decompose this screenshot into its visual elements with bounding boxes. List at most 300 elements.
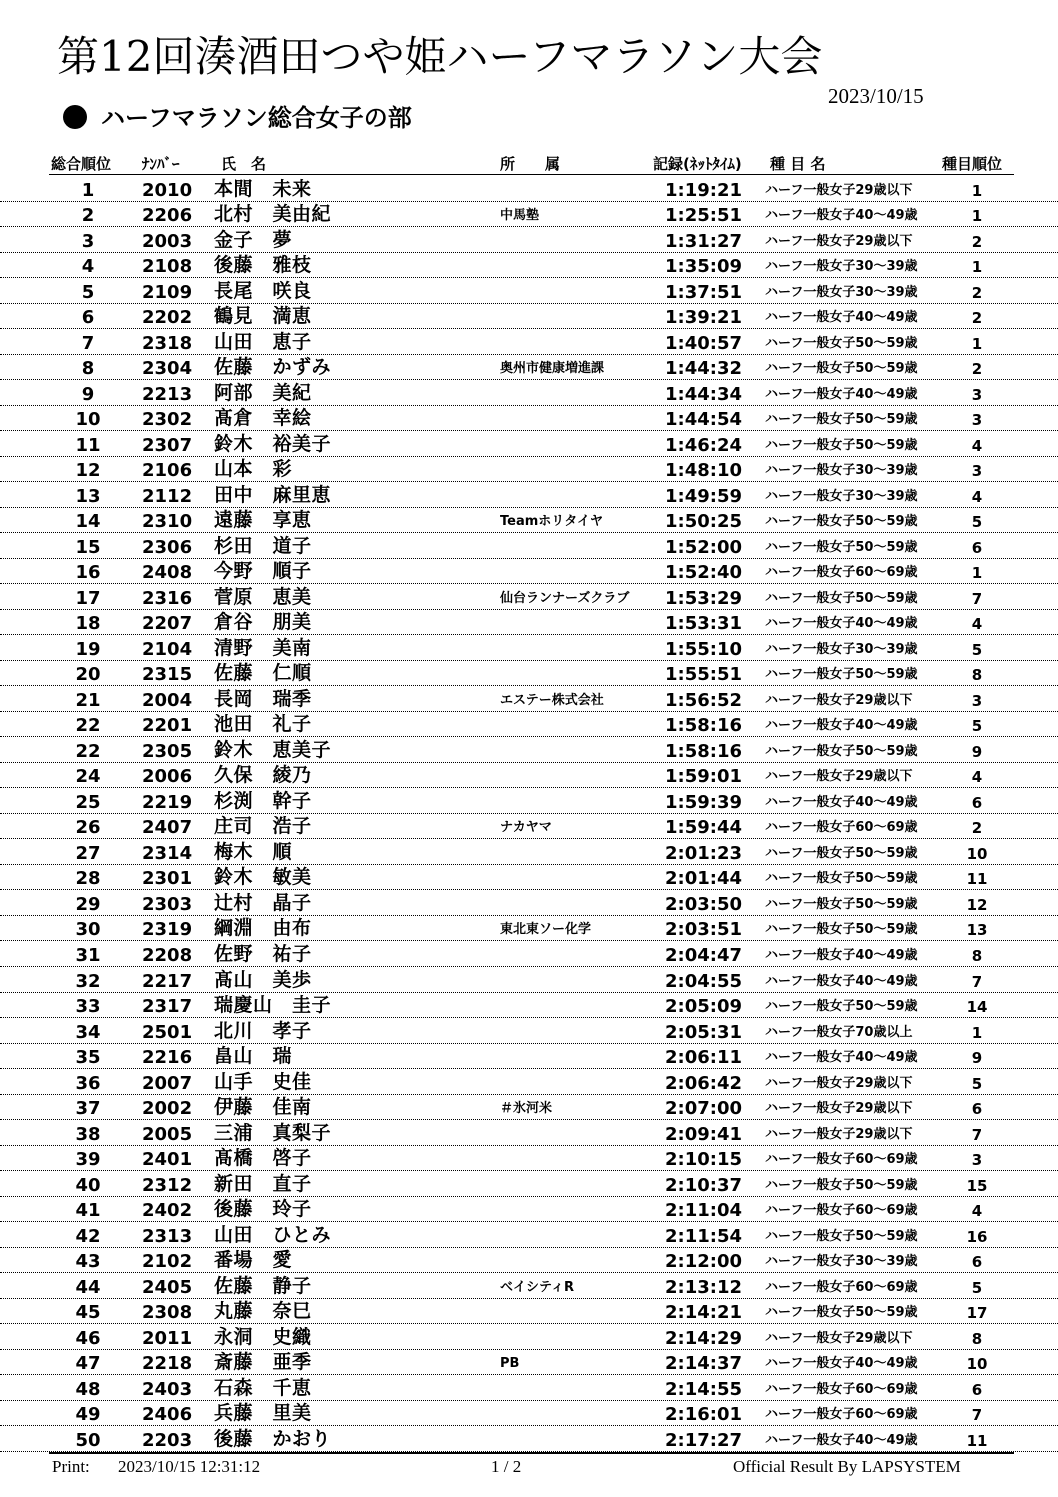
- row-category: ハーフ一般女子30～39歳: [765, 284, 918, 300]
- table-row: [0, 916, 1058, 942]
- row-time: 2:04:55: [664, 970, 742, 992]
- page-footer: [0, 1457, 1058, 1479]
- row-number: 2213: [142, 383, 193, 405]
- table-row: [0, 406, 1058, 432]
- table-row: [0, 533, 1058, 559]
- row-category: ハーフ一般女子40～49歳: [765, 1356, 918, 1372]
- row-category-rank: 13: [966, 921, 988, 940]
- row-number: 2408: [142, 562, 193, 584]
- row-number: 2218: [142, 1353, 193, 1375]
- row-category-rank: 3: [971, 1151, 983, 1170]
- row-category-rank: 4: [971, 487, 983, 506]
- row-category-rank: 1: [971, 564, 983, 583]
- row-category: ハーフ一般女子30～39歳: [765, 641, 918, 657]
- row-rank: 20: [75, 664, 101, 686]
- table-row: [0, 176, 1058, 202]
- row-rank: 13: [75, 485, 101, 507]
- table-row: [0, 1350, 1058, 1376]
- row-name: 綱淵 由布: [214, 917, 312, 940]
- row-number: 2303: [142, 893, 193, 915]
- row-time: 2:06:11: [664, 1047, 742, 1069]
- table-row: [0, 941, 1058, 967]
- row-category-rank: 1: [971, 334, 983, 353]
- row-category: ハーフ一般女子40～49歳: [765, 973, 918, 989]
- row-number: 2002: [142, 1098, 193, 1120]
- table-row: [0, 890, 1058, 916]
- table-row: [0, 482, 1058, 508]
- row-category: ハーフ一般女子40～49歳: [765, 794, 918, 810]
- row-number: 2308: [142, 1302, 193, 1324]
- row-number: 2010: [142, 179, 193, 201]
- row-name: 梅木 順: [214, 840, 293, 863]
- page-number: 1 / 2: [491, 1457, 522, 1476]
- row-time: 2:01:44: [664, 868, 742, 890]
- row-rank: 35: [75, 1047, 101, 1069]
- row-number: 2307: [142, 434, 193, 456]
- row-time: 1:58:16: [664, 715, 742, 737]
- event-date: 2023/10/15: [828, 84, 924, 108]
- row-name: 佐藤 静子: [214, 1274, 312, 1297]
- row-rank: 42: [75, 1225, 101, 1247]
- row-name: 金子 夢: [214, 228, 293, 251]
- table-header: [0, 153, 1058, 175]
- row-rank: 1: [81, 179, 95, 201]
- row-category-rank: 5: [971, 513, 983, 532]
- row-category-rank: 7: [971, 1406, 983, 1425]
- row-category: ハーフ一般女子60～69歳: [765, 565, 918, 581]
- row-rank: 37: [75, 1098, 101, 1120]
- row-category-rank: 8: [971, 1329, 983, 1348]
- row-time: 1:44:34: [664, 383, 742, 405]
- table-row: [0, 1069, 1058, 1095]
- row-category: ハーフ一般女子50～59歳: [765, 1228, 918, 1244]
- row-number: 2313: [142, 1225, 193, 1247]
- row-time: 2:03:51: [664, 919, 742, 941]
- row-rank: 9: [81, 383, 95, 405]
- row-category: ハーフ一般女子29歳以下: [765, 233, 913, 249]
- footer-credit: Official Result By LAPSYSTEM: [733, 1457, 961, 1476]
- row-number: 2201: [142, 715, 193, 737]
- row-name: 杉田 道子: [214, 534, 312, 557]
- row-number: 2006: [142, 766, 193, 788]
- table-row: [0, 737, 1058, 763]
- row-category: ハーフ一般女子60～69歳: [765, 1381, 918, 1397]
- row-time: 1:55:10: [664, 638, 742, 660]
- row-category: ハーフ一般女子50～59歳: [765, 896, 918, 912]
- row-name: 後藤 雅枝: [214, 254, 312, 277]
- row-time: 2:14:21: [664, 1302, 742, 1324]
- row-category-rank: 8: [971, 666, 983, 685]
- row-time: 1:49:59: [664, 485, 742, 507]
- row-number: 2007: [142, 1072, 193, 1094]
- row-time: 2:14:55: [664, 1378, 742, 1400]
- row-category: ハーフ一般女子60～69歳: [765, 1152, 918, 1168]
- header-rank: 総合順位: [51, 155, 112, 173]
- row-time: 2:14:29: [664, 1327, 742, 1349]
- table-row: [0, 380, 1058, 406]
- row-rank: 15: [75, 536, 101, 558]
- row-name: 山田 ひとみ: [214, 1223, 332, 1246]
- print-datetime: 2023/10/15 12:31:12: [118, 1457, 261, 1476]
- row-category: ハーフ一般女子29歳以下: [765, 1101, 913, 1117]
- row-number: 2102: [142, 1251, 193, 1273]
- row-category: ハーフ一般女子50～59歳: [765, 335, 918, 351]
- row-category: ハーフ一般女子29歳以下: [765, 1126, 913, 1142]
- row-affiliation: 奥州市健康増進課: [500, 361, 605, 377]
- table-row: [0, 865, 1058, 891]
- row-time: 1:35:09: [664, 256, 742, 278]
- row-category-rank: 2: [971, 283, 983, 302]
- row-affiliation: エステー株式会社: [500, 692, 604, 708]
- row-category-rank: 1: [971, 258, 983, 277]
- row-category: ハーフ一般女子50～59歳: [765, 361, 918, 377]
- table-row: [0, 839, 1058, 865]
- row-name: 山手 史佳: [214, 1070, 312, 1093]
- row-category-rank: 5: [971, 1278, 983, 1297]
- row-name: 長尾 咲良: [214, 279, 312, 302]
- row-time: 2:03:50: [664, 893, 742, 915]
- row-category-rank: 12: [966, 895, 988, 914]
- row-time: 1:31:27: [664, 230, 742, 252]
- row-category: ハーフ一般女子60～69歳: [765, 1279, 918, 1295]
- table-row: [0, 1120, 1058, 1146]
- row-time: 1:25:51: [664, 205, 742, 227]
- row-time: 1:53:31: [664, 613, 742, 635]
- row-name: 佐野 祐子: [214, 942, 312, 965]
- row-category-rank: 3: [971, 691, 983, 710]
- row-category-rank: 9: [971, 742, 983, 761]
- row-category-rank: 6: [971, 1380, 983, 1399]
- row-category-rank: 1: [971, 207, 983, 226]
- table-row: [0, 202, 1058, 228]
- row-category: ハーフ一般女子50～59歳: [765, 667, 918, 683]
- row-number: 2202: [142, 307, 193, 329]
- row-category-rank: 1: [971, 181, 983, 200]
- row-time: 1:50:25: [664, 511, 742, 533]
- row-rank: 31: [75, 944, 101, 966]
- row-name: 阿部 美紀: [214, 381, 312, 404]
- row-name: 髙山 美歩: [214, 968, 312, 991]
- row-rank: 6: [81, 307, 95, 329]
- row-rank: 34: [75, 1021, 101, 1043]
- row-name: 池田 礼子: [214, 713, 312, 736]
- row-number: 2003: [142, 230, 193, 252]
- row-time: 1:56:52: [664, 689, 742, 711]
- row-name: 久保 綾乃: [214, 764, 312, 787]
- row-time: 1:46:24: [664, 434, 742, 456]
- row-time: 2:12:00: [664, 1251, 742, 1273]
- row-rank: 8: [81, 358, 95, 380]
- header-divider: [49, 174, 1014, 175]
- row-rank: 14: [75, 511, 101, 533]
- row-category-rank: 7: [971, 1125, 983, 1144]
- table-row: [0, 1273, 1058, 1299]
- table-row: [0, 1401, 1058, 1427]
- row-name: 佐藤 仁順: [214, 662, 312, 685]
- row-category-rank: 7: [971, 589, 983, 608]
- row-rank: 21: [75, 689, 101, 711]
- table-row: [0, 1426, 1058, 1452]
- row-category: ハーフ一般女子30～39歳: [765, 488, 918, 504]
- row-rank: 10: [75, 409, 101, 431]
- row-number: 2219: [142, 791, 193, 813]
- row-category-rank: 6: [971, 1100, 983, 1119]
- row-category: ハーフ一般女子70歳以上: [765, 1024, 913, 1040]
- bullet-icon: [63, 105, 87, 129]
- row-category: ハーフ一般女子40～49歳: [765, 1050, 918, 1066]
- row-category-rank: 4: [971, 768, 983, 787]
- row-name: 伊藤 佳南: [214, 1096, 312, 1119]
- row-name: 遠藤 享恵: [214, 509, 312, 532]
- row-time: 2:09:41: [664, 1123, 742, 1145]
- row-name: 鈴木 裕美子: [214, 432, 332, 455]
- row-time: 2:05:09: [664, 996, 742, 1018]
- row-time: 1:58:16: [664, 740, 742, 762]
- row-number: 2108: [142, 256, 193, 278]
- row-time: 2:04:47: [664, 944, 742, 966]
- row-name: 石森 千恵: [214, 1376, 312, 1399]
- row-rank: 26: [75, 817, 101, 839]
- row-category: ハーフ一般女子50～59歳: [765, 743, 918, 759]
- table-row: [0, 508, 1058, 534]
- row-rank: 12: [75, 460, 101, 482]
- row-rank: 19: [75, 638, 101, 660]
- row-name: 新田 直子: [214, 1172, 312, 1195]
- row-time: 2:01:23: [664, 842, 742, 864]
- row-rank: 22: [75, 740, 101, 762]
- row-rank: 47: [75, 1353, 101, 1375]
- row-rank: 41: [75, 1200, 101, 1222]
- row-affiliation: 東北東ソー化学: [500, 922, 592, 938]
- row-category-rank: 2: [971, 232, 983, 251]
- row-number: 2305: [142, 740, 193, 762]
- row-number: 2203: [142, 1429, 193, 1451]
- header-category-rank: 種目順位: [942, 155, 1003, 173]
- row-rank: 49: [75, 1404, 101, 1426]
- row-time: 2:17:27: [664, 1429, 742, 1451]
- header-category: 種 目 名: [770, 155, 826, 173]
- row-time: 2:07:00: [664, 1098, 742, 1120]
- row-affiliation: ナカヤマ: [500, 820, 552, 836]
- row-rank: 36: [75, 1072, 101, 1094]
- row-category: ハーフ一般女子50～59歳: [765, 412, 918, 428]
- row-category-rank: 9: [971, 1049, 983, 1068]
- row-name: 山本 彩: [214, 458, 293, 481]
- row-category: ハーフ一般女子60～69歳: [765, 820, 918, 836]
- row-category: ハーフ一般女子40～49歳: [765, 310, 918, 326]
- row-rank: 38: [75, 1123, 101, 1145]
- row-number: 2302: [142, 409, 193, 431]
- table-row: [0, 1197, 1058, 1223]
- row-time: 2:11:04: [664, 1200, 742, 1222]
- table-row: [0, 584, 1058, 610]
- row-rank: 2: [81, 205, 95, 227]
- row-affiliation: ＃氷河米: [500, 1101, 553, 1117]
- row-category-rank: 16: [966, 1227, 988, 1246]
- row-time: 2:10:37: [664, 1174, 742, 1196]
- row-name: 兵藤 里美: [214, 1402, 312, 1425]
- row-rank: 40: [75, 1174, 101, 1196]
- row-name: 倉谷 朋美: [214, 611, 312, 634]
- table-row: [0, 1044, 1058, 1070]
- row-category: ハーフ一般女子30～39歳: [765, 259, 918, 275]
- row-number: 2405: [142, 1276, 193, 1298]
- row-name: 髙橋 啓子: [214, 1147, 312, 1170]
- row-time: 2:10:15: [664, 1149, 742, 1171]
- row-rank: 28: [75, 868, 101, 890]
- row-category-rank: 6: [971, 538, 983, 557]
- row-time: 1:55:51: [664, 664, 742, 686]
- row-rank: 27: [75, 842, 101, 864]
- row-category: ハーフ一般女子50～59歳: [765, 590, 918, 606]
- row-number: 2317: [142, 996, 193, 1018]
- row-rank: 30: [75, 919, 101, 941]
- row-time: 2:16:01: [664, 1404, 742, 1426]
- row-category: ハーフ一般女子29歳以下: [765, 1075, 913, 1091]
- row-name: 菅原 恵美: [214, 585, 312, 608]
- row-time: 1:44:32: [664, 358, 742, 380]
- row-rank: 32: [75, 970, 101, 992]
- row-category-rank: 10: [966, 844, 988, 863]
- table-row: [0, 967, 1058, 993]
- row-rank: 33: [75, 996, 101, 1018]
- row-number: 2206: [142, 205, 193, 227]
- row-time: 2:06:42: [664, 1072, 742, 1094]
- row-category-rank: 2: [971, 819, 983, 838]
- row-rank: 25: [75, 791, 101, 813]
- table-row: [0, 1171, 1058, 1197]
- row-rank: 29: [75, 893, 101, 915]
- row-affiliation: Teamホリタイヤ: [500, 514, 604, 530]
- row-category: ハーフ一般女子50～59歳: [765, 871, 918, 887]
- table-row: [0, 1222, 1058, 1248]
- table-row: [0, 1095, 1058, 1121]
- row-rank: 4: [81, 256, 95, 278]
- table-bottom-divider: [49, 1452, 1014, 1454]
- row-number: 2314: [142, 842, 193, 864]
- row-time: 2:05:31: [664, 1021, 742, 1043]
- row-number: 2312: [142, 1174, 193, 1196]
- row-name: 鈴木 恵美子: [214, 738, 332, 761]
- table-row: [0, 227, 1058, 253]
- row-number: 2301: [142, 868, 193, 890]
- row-affiliation: 仙台ランナーズクラブ: [500, 590, 630, 606]
- row-number: 2011: [142, 1327, 193, 1349]
- table-row: [0, 635, 1058, 661]
- row-rank: 48: [75, 1378, 101, 1400]
- row-category: ハーフ一般女子29歳以下: [765, 1330, 913, 1346]
- row-time: 1:19:21: [664, 179, 742, 201]
- table-row: [0, 1146, 1058, 1172]
- row-number: 2112: [142, 485, 193, 507]
- row-category: ハーフ一般女子60～69歳: [765, 1203, 918, 1219]
- row-category-rank: 10: [966, 1355, 988, 1374]
- row-rank: 3: [81, 230, 95, 252]
- row-time: 2:14:37: [664, 1353, 742, 1375]
- row-name: 今野 順子: [214, 560, 312, 583]
- row-time: 1:53:29: [664, 587, 742, 609]
- table-row: [0, 304, 1058, 330]
- row-time: 1:59:01: [664, 766, 742, 788]
- row-time: 1:59:39: [664, 791, 742, 813]
- row-number: 2402: [142, 1200, 193, 1222]
- table-row: [0, 610, 1058, 636]
- row-category-rank: 5: [971, 1074, 983, 1093]
- row-rank: 50: [75, 1429, 101, 1451]
- row-rank: 45: [75, 1302, 101, 1324]
- row-number: 2104: [142, 638, 193, 660]
- row-number: 2306: [142, 536, 193, 558]
- row-time: 1:59:44: [664, 817, 742, 839]
- table-row: [0, 788, 1058, 814]
- row-name: 長岡 瑞季: [214, 687, 312, 710]
- row-time: 1:52:00: [664, 536, 742, 558]
- row-name: 髙倉 幸絵: [214, 407, 312, 430]
- row-name: 本間 未来: [214, 177, 312, 200]
- row-name: 番場 愛: [214, 1249, 293, 1272]
- row-category-rank: 4: [971, 436, 983, 455]
- row-category-rank: 4: [971, 1202, 983, 1221]
- row-name: 北村 美由紀: [214, 203, 332, 226]
- row-time: 2:11:54: [664, 1225, 742, 1247]
- row-category-rank: 8: [971, 946, 983, 965]
- print-label: Print:: [52, 1457, 90, 1476]
- row-rank: 17: [75, 587, 101, 609]
- row-number: 2407: [142, 817, 193, 839]
- row-affiliation: PB: [500, 1356, 520, 1372]
- row-name: 丸藤 奈巳: [214, 1300, 312, 1323]
- row-number: 2106: [142, 460, 193, 482]
- row-rank: 43: [75, 1251, 101, 1273]
- row-category: ハーフ一般女子30～39歳: [765, 463, 918, 479]
- row-name: 清野 美南: [214, 636, 312, 659]
- row-number: 2501: [142, 1021, 193, 1043]
- table-row: [0, 278, 1058, 304]
- row-rank: 24: [75, 766, 101, 788]
- row-number: 2304: [142, 358, 193, 380]
- row-number: 2216: [142, 1047, 193, 1069]
- row-name: 斎藤 亜季: [214, 1351, 312, 1374]
- row-rank: 46: [75, 1327, 101, 1349]
- results-table: [0, 176, 1058, 1452]
- row-rank: 22: [75, 715, 101, 737]
- header-name: 氏 名: [221, 155, 267, 173]
- page-title: 第12回湊酒田つや姫ハーフマラソン大会: [57, 32, 823, 81]
- row-category-rank: 6: [971, 1253, 983, 1272]
- row-category-rank: 2: [971, 309, 983, 328]
- row-number: 2310: [142, 511, 193, 533]
- row-category: ハーフ一般女子50～59歳: [765, 922, 918, 938]
- row-category: ハーフ一般女子29歳以下: [765, 769, 913, 785]
- table-row: [0, 661, 1058, 687]
- row-category-rank: 3: [971, 411, 983, 430]
- row-name: 田中 麻里恵: [214, 483, 332, 506]
- row-affiliation: ベイシティR: [500, 1279, 574, 1295]
- row-category: ハーフ一般女子40～49歳: [765, 208, 918, 224]
- row-category: ハーフ一般女子40～49歳: [765, 947, 918, 963]
- row-category: ハーフ一般女子50～59歳: [765, 437, 918, 453]
- row-category: ハーフ一般女子29歳以下: [765, 692, 913, 708]
- row-rank: 16: [75, 562, 101, 584]
- row-category: ハーフ一般女子50～59歳: [765, 539, 918, 555]
- row-category-rank: 5: [971, 640, 983, 659]
- row-name: 杉渕 幹子: [214, 789, 312, 812]
- row-category-rank: 2: [971, 360, 983, 379]
- table-row: [0, 431, 1058, 457]
- row-name: 庄司 浩子: [214, 815, 312, 838]
- row-number: 2004: [142, 689, 193, 711]
- row-number: 2217: [142, 970, 193, 992]
